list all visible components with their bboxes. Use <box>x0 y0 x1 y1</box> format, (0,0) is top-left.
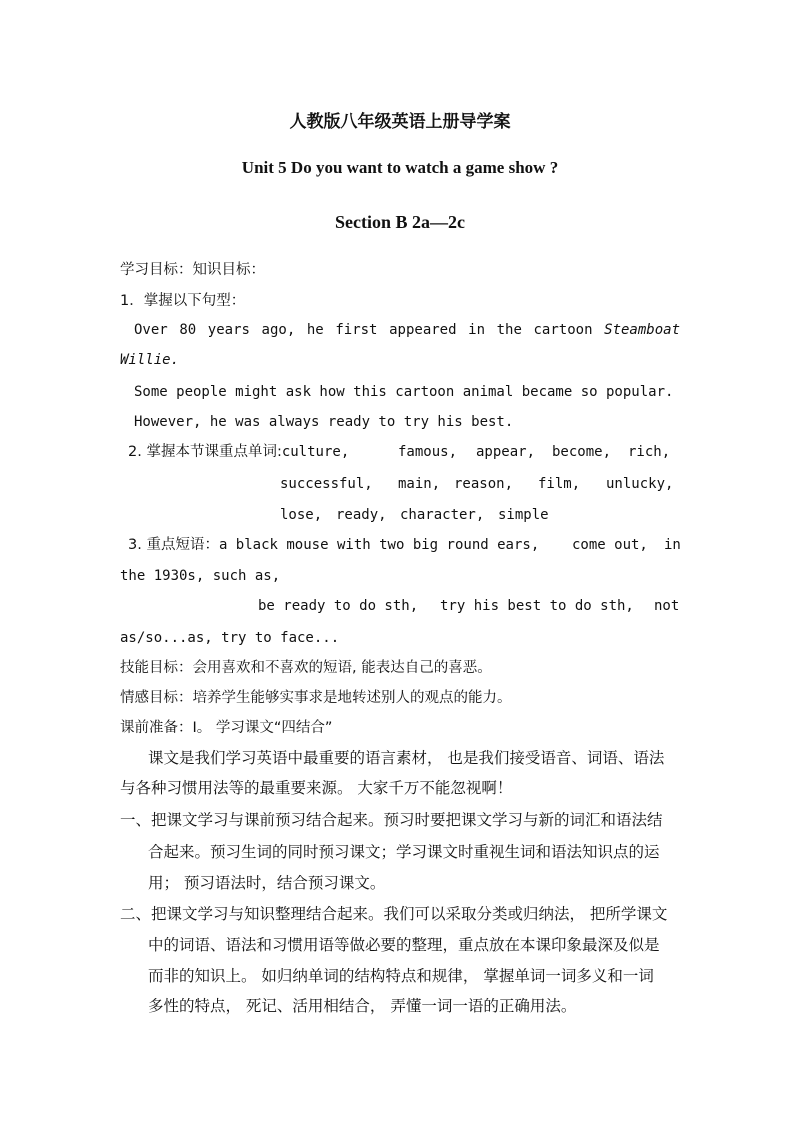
phrase: try his best to do sth, <box>440 598 634 614</box>
intro-line-1: 课文是我们学习英语中最重要的语言素材， 也是我们接受语音、词语、语法 <box>148 749 665 767</box>
sentence-2: Some people might ask how this cartoon animal became so popular. <box>134 384 674 400</box>
point-1-line-3: 用； 预习语法时，结合预习课文。 <box>148 874 386 892</box>
word: famous, <box>398 444 458 460</box>
point-1-line-1: 一、把课文学习与课前预习结合起来。预习时要把课文学习与新的词汇和语法结 <box>120 811 663 829</box>
sentence-1 <box>134 320 680 340</box>
document-title: 人教版八年级英语上册导学案 <box>289 112 511 132</box>
skills-objective: 技能目标：会用喜欢和不喜欢的短语, 能表达自己的喜恶。 <box>120 660 492 676</box>
word: successful, <box>280 476 373 492</box>
point-2-line-3: 而非的知识上。 如归纳单词的结构特点和规律， 掌握单词一词多义和一词 <box>148 967 654 985</box>
word: film, <box>538 476 581 492</box>
word: become, <box>552 444 612 460</box>
point-1-line-2: 合起来。预习生词的同时预习课文；学习课文时重视生词和语法知识点的运 <box>148 843 660 861</box>
phrases-row-4: as/so...as, try to face... <box>120 630 340 646</box>
preparation-heading: 课前准备：I。 学习课文“四结合” <box>120 720 333 736</box>
item2-label: 2. 掌握本节课重点单词: <box>128 444 282 460</box>
point-2-line-2: 中的词语、语法和习惯用语等做必要的整理，重点放在本课印象最深及似是 <box>148 936 660 954</box>
word: culture, <box>281 444 350 460</box>
section-title: Section B 2a—2c <box>335 212 465 232</box>
point-2-line-1: 二、把课文学习与知识整理结合起来。我们可以采取分类或归纳法， 把所学课文 <box>120 905 668 923</box>
sentence-1-cont: Willie. <box>120 352 180 368</box>
word: ready, <box>336 507 387 523</box>
objectives-heading: 学习目标：知识目标： <box>120 262 265 278</box>
word: reason, <box>454 476 514 492</box>
word: rich, <box>628 444 671 460</box>
words-row-3 <box>280 505 580 525</box>
word: appear, <box>476 444 536 460</box>
phrase: in <box>664 537 681 553</box>
item1-label: 1．掌握以下句型： <box>120 293 246 309</box>
emotion-objective: 情感目标：培养学生能够实事求是地转述别人的观点的能力。 <box>120 690 512 706</box>
phrase: not <box>654 598 680 614</box>
words-row-2 <box>280 474 680 494</box>
intro-line-2: 与各种习惯用法等的最重要来源。 大家千万不能忽视啊！ <box>120 779 513 797</box>
item3-label: 3. 重点短语： <box>128 537 219 553</box>
word: simple <box>498 507 549 523</box>
phrases-row-1 <box>128 535 680 555</box>
words-row-1 <box>128 442 680 462</box>
word: unlucky, <box>606 476 674 492</box>
word: main, <box>398 476 441 492</box>
word: character, <box>400 507 485 523</box>
phrase: a black mouse with two big round ears, <box>218 537 540 553</box>
unit-title: Unit 5 Do you want to watch a game show ? <box>241 158 559 177</box>
phrase: come out, <box>572 537 648 553</box>
sentence-1-text: Over 80 years ago, he first appeared in the cartoon <box>134 322 593 338</box>
sentence-3: However, he was always ready to try his best. <box>134 414 514 430</box>
phrase: be ready to do sth, <box>258 598 419 614</box>
point-2-line-4: 多性的特点， 死记、活用相结合， 弄懂一词一语的正确用法。 <box>148 997 577 1015</box>
phrases-row-2: the 1930s, such as, <box>120 568 281 584</box>
phrases-row-3 <box>258 596 680 616</box>
word: lose, <box>280 507 323 523</box>
sentence-1-italic: Steamboat <box>604 322 680 338</box>
